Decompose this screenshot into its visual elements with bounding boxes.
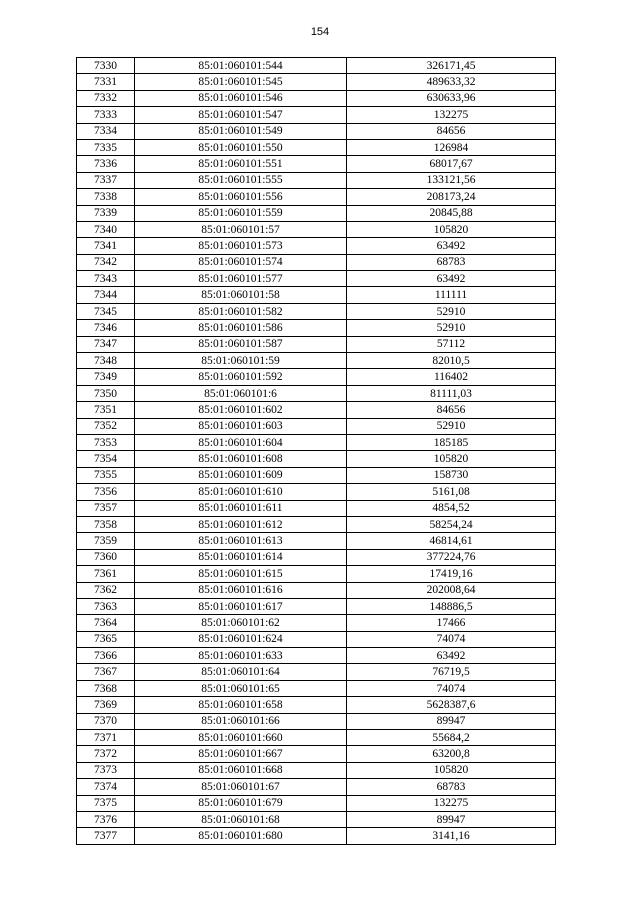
cadastral-number-cell: 85:01:060101:603 <box>135 418 347 434</box>
row-number-cell: 7345 <box>77 303 135 319</box>
row-number-cell: 7347 <box>77 336 135 352</box>
table-row <box>77 369 556 385</box>
row-number-cell: 7372 <box>77 746 135 762</box>
table-row <box>77 648 556 664</box>
value-cell: 89947 <box>347 713 556 729</box>
value-cell: 105820 <box>347 451 556 467</box>
cadastral-number-cell: 85:01:060101:610 <box>135 484 347 500</box>
cadastral-number-cell: 85:01:060101:573 <box>135 238 347 254</box>
row-number-cell: 7355 <box>77 467 135 483</box>
table-row <box>77 664 556 680</box>
row-number-cell: 7369 <box>77 697 135 713</box>
row-number-cell: 7348 <box>77 353 135 369</box>
table-row <box>77 730 556 746</box>
value-cell: 3141,16 <box>347 828 556 844</box>
table-row <box>77 467 556 483</box>
cadastral-number-cell: 85:01:060101:549 <box>135 123 347 139</box>
row-number-cell: 7367 <box>77 664 135 680</box>
value-cell: 326171,45 <box>347 58 556 74</box>
table-body <box>77 58 556 845</box>
row-number-cell: 7374 <box>77 779 135 795</box>
row-number-cell: 7356 <box>77 484 135 500</box>
cadastral-number-cell: 85:01:060101:559 <box>135 205 347 221</box>
table-row <box>77 385 556 401</box>
cadastral-number-cell: 85:01:060101:604 <box>135 434 347 450</box>
value-cell: 74074 <box>347 631 556 647</box>
table-row <box>77 287 556 303</box>
value-cell: 4854,52 <box>347 500 556 516</box>
value-cell: 132275 <box>347 795 556 811</box>
row-number-cell: 7330 <box>77 58 135 74</box>
value-cell: 5161,08 <box>347 484 556 500</box>
value-cell: 489633,32 <box>347 74 556 90</box>
table-row <box>77 811 556 827</box>
cadastral-number-cell: 85:01:060101:6 <box>135 385 347 401</box>
table-row <box>77 746 556 762</box>
table-row <box>77 434 556 450</box>
value-cell: 81111,03 <box>347 385 556 401</box>
value-cell: 630633,96 <box>347 90 556 106</box>
cadastral-number-cell: 85:01:060101:615 <box>135 566 347 582</box>
row-number-cell: 7361 <box>77 566 135 582</box>
row-number-cell: 7368 <box>77 680 135 696</box>
value-cell: 105820 <box>347 221 556 237</box>
row-number-cell: 7360 <box>77 549 135 565</box>
row-number-cell: 7341 <box>77 238 135 254</box>
cadastral-number-cell: 85:01:060101:555 <box>135 172 347 188</box>
value-cell: 68017,67 <box>347 156 556 172</box>
cadastral-number-cell: 85:01:060101:658 <box>135 697 347 713</box>
cadastral-number-cell: 85:01:060101:547 <box>135 107 347 123</box>
cadastral-number-cell: 85:01:060101:609 <box>135 467 347 483</box>
value-cell: 17419,16 <box>347 566 556 582</box>
row-number-cell: 7331 <box>77 74 135 90</box>
value-cell: 63492 <box>347 238 556 254</box>
value-cell: 89947 <box>347 811 556 827</box>
table-row <box>77 451 556 467</box>
value-cell: 148886,5 <box>347 598 556 614</box>
cadastral-number-cell: 85:01:060101:544 <box>135 58 347 74</box>
table-row <box>77 271 556 287</box>
value-cell: 58254,24 <box>347 516 556 532</box>
cadastral-number-cell: 85:01:060101:667 <box>135 746 347 762</box>
cadastral-number-cell: 85:01:060101:612 <box>135 516 347 532</box>
row-number-cell: 7334 <box>77 123 135 139</box>
cadastral-number-cell: 85:01:060101:550 <box>135 139 347 155</box>
row-number-cell: 7333 <box>77 107 135 123</box>
cadastral-number-cell: 85:01:060101:68 <box>135 811 347 827</box>
value-cell: 133121,56 <box>347 172 556 188</box>
cadastral-number-cell: 85:01:060101:624 <box>135 631 347 647</box>
cadastral-number-cell: 85:01:060101:592 <box>135 369 347 385</box>
cadastral-number-cell: 85:01:060101:668 <box>135 762 347 778</box>
value-cell: 63492 <box>347 648 556 664</box>
cadastral-number-cell: 85:01:060101:679 <box>135 795 347 811</box>
cadastral-number-cell: 85:01:060101:586 <box>135 320 347 336</box>
row-number-cell: 7342 <box>77 254 135 270</box>
value-cell: 20845,88 <box>347 205 556 221</box>
table-row <box>77 74 556 90</box>
row-number-cell: 7359 <box>77 533 135 549</box>
value-cell: 55684,2 <box>347 730 556 746</box>
table-row <box>77 123 556 139</box>
table-row <box>77 418 556 434</box>
page-number: 154 <box>310 26 330 38</box>
row-number-cell: 7353 <box>77 434 135 450</box>
cadastral-number-cell: 85:01:060101:556 <box>135 189 347 205</box>
table-row <box>77 828 556 844</box>
row-number-cell: 7343 <box>77 271 135 287</box>
row-number-cell: 7377 <box>77 828 135 844</box>
value-cell: 377224,76 <box>347 549 556 565</box>
table-row <box>77 90 556 106</box>
value-cell: 63200,8 <box>347 746 556 762</box>
cadastral-number-cell: 85:01:060101:611 <box>135 500 347 516</box>
value-cell: 185185 <box>347 434 556 450</box>
row-number-cell: 7352 <box>77 418 135 434</box>
table-row <box>77 795 556 811</box>
cadastral-number-cell: 85:01:060101:633 <box>135 648 347 664</box>
value-cell: 46814,61 <box>347 533 556 549</box>
row-number-cell: 7340 <box>77 221 135 237</box>
row-number-cell: 7373 <box>77 762 135 778</box>
table-row <box>77 549 556 565</box>
value-cell: 132275 <box>347 107 556 123</box>
row-number-cell: 7332 <box>77 90 135 106</box>
row-number-cell: 7344 <box>77 287 135 303</box>
row-number-cell: 7376 <box>77 811 135 827</box>
row-number-cell: 7349 <box>77 369 135 385</box>
table-row <box>77 631 556 647</box>
table-row <box>77 762 556 778</box>
row-number-cell: 7358 <box>77 516 135 532</box>
table-row <box>77 172 556 188</box>
value-cell: 5628387,6 <box>347 697 556 713</box>
table-row <box>77 58 556 74</box>
table-row <box>77 680 556 696</box>
row-number-cell: 7364 <box>77 615 135 631</box>
table-row <box>77 484 556 500</box>
value-cell: 158730 <box>347 467 556 483</box>
cadastral-number-cell: 85:01:060101:57 <box>135 221 347 237</box>
table-row <box>77 779 556 795</box>
cadastral-number-cell: 85:01:060101:660 <box>135 730 347 746</box>
cadastral-number-cell: 85:01:060101:62 <box>135 615 347 631</box>
table-row <box>77 156 556 172</box>
table-row <box>77 713 556 729</box>
value-cell: 202008,64 <box>347 582 556 598</box>
table-row <box>77 303 556 319</box>
value-cell: 105820 <box>347 762 556 778</box>
table-row <box>77 139 556 155</box>
row-number-cell: 7351 <box>77 402 135 418</box>
table-row <box>77 353 556 369</box>
cadastral-number-cell: 85:01:060101:67 <box>135 779 347 795</box>
row-number-cell: 7354 <box>77 451 135 467</box>
cadastral-value-table <box>76 57 556 845</box>
table-row <box>77 598 556 614</box>
cadastral-number-cell: 85:01:060101:617 <box>135 598 347 614</box>
cadastral-number-cell: 85:01:060101:58 <box>135 287 347 303</box>
cadastral-number-cell: 85:01:060101:582 <box>135 303 347 319</box>
value-cell: 116402 <box>347 369 556 385</box>
cadastral-number-cell: 85:01:060101:602 <box>135 402 347 418</box>
cadastral-number-cell: 85:01:060101:680 <box>135 828 347 844</box>
value-cell: 63492 <box>347 271 556 287</box>
table-row <box>77 189 556 205</box>
row-number-cell: 7365 <box>77 631 135 647</box>
value-cell: 82010,5 <box>347 353 556 369</box>
cadastral-number-cell: 85:01:060101:608 <box>135 451 347 467</box>
value-cell: 68783 <box>347 254 556 270</box>
value-cell: 84656 <box>347 123 556 139</box>
row-number-cell: 7362 <box>77 582 135 598</box>
cadastral-number-cell: 85:01:060101:65 <box>135 680 347 696</box>
table-row <box>77 221 556 237</box>
value-cell: 208173,24 <box>347 189 556 205</box>
value-cell: 68783 <box>347 779 556 795</box>
row-number-cell: 7335 <box>77 139 135 155</box>
row-number-cell: 7371 <box>77 730 135 746</box>
value-cell: 111111 <box>347 287 556 303</box>
row-number-cell: 7337 <box>77 172 135 188</box>
cadastral-number-cell: 85:01:060101:546 <box>135 90 347 106</box>
value-cell: 52910 <box>347 303 556 319</box>
value-cell: 52910 <box>347 418 556 434</box>
cadastral-number-cell: 85:01:060101:614 <box>135 549 347 565</box>
cadastral-number-cell: 85:01:060101:616 <box>135 582 347 598</box>
row-number-cell: 7366 <box>77 648 135 664</box>
cadastral-number-cell: 85:01:060101:545 <box>135 74 347 90</box>
value-cell: 52910 <box>347 320 556 336</box>
table-row <box>77 254 556 270</box>
row-number-cell: 7339 <box>77 205 135 221</box>
row-number-cell: 7375 <box>77 795 135 811</box>
value-cell: 57112 <box>347 336 556 352</box>
table-row <box>77 238 556 254</box>
value-cell: 74074 <box>347 680 556 696</box>
table-row <box>77 697 556 713</box>
table-row <box>77 516 556 532</box>
cadastral-number-cell: 85:01:060101:574 <box>135 254 347 270</box>
row-number-cell: 7346 <box>77 320 135 336</box>
table-row <box>77 500 556 516</box>
table-row <box>77 582 556 598</box>
table-row <box>77 533 556 549</box>
table-row <box>77 566 556 582</box>
row-number-cell: 7357 <box>77 500 135 516</box>
row-number-cell: 7350 <box>77 385 135 401</box>
table-row <box>77 336 556 352</box>
table-row <box>77 107 556 123</box>
cadastral-number-cell: 85:01:060101:587 <box>135 336 347 352</box>
value-cell: 126984 <box>347 139 556 155</box>
row-number-cell: 7363 <box>77 598 135 614</box>
value-cell: 84656 <box>347 402 556 418</box>
row-number-cell: 7370 <box>77 713 135 729</box>
cadastral-number-cell: 85:01:060101:613 <box>135 533 347 549</box>
table-row <box>77 402 556 418</box>
table-row <box>77 205 556 221</box>
table-row <box>77 320 556 336</box>
row-number-cell: 7336 <box>77 156 135 172</box>
cadastral-number-cell: 85:01:060101:59 <box>135 353 347 369</box>
cadastral-number-cell: 85:01:060101:66 <box>135 713 347 729</box>
row-number-cell: 7338 <box>77 189 135 205</box>
value-cell: 17466 <box>347 615 556 631</box>
cadastral-number-cell: 85:01:060101:64 <box>135 664 347 680</box>
cadastral-number-cell: 85:01:060101:577 <box>135 271 347 287</box>
cadastral-number-cell: 85:01:060101:551 <box>135 156 347 172</box>
table-row <box>77 615 556 631</box>
value-cell: 76719,5 <box>347 664 556 680</box>
